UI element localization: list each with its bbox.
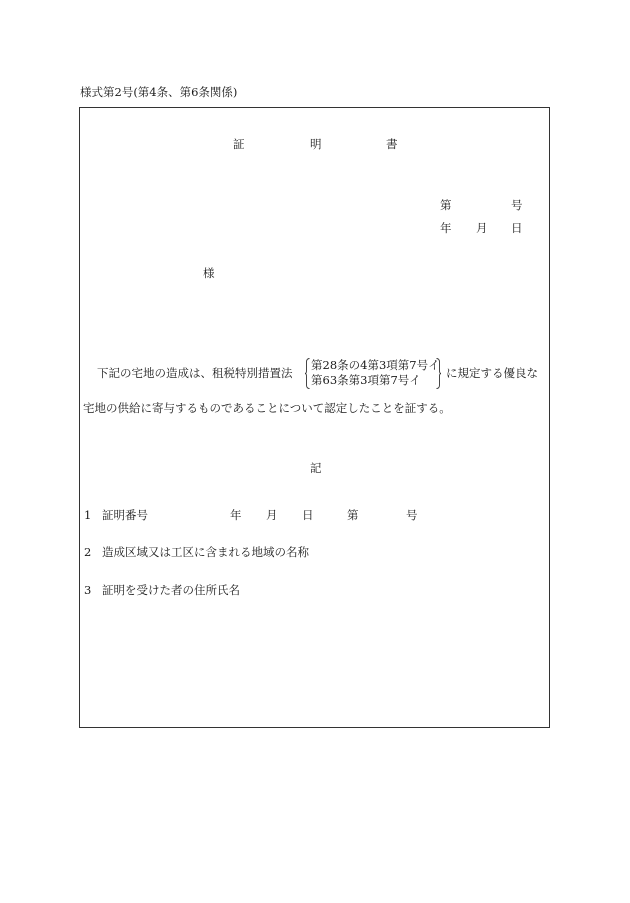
title-char-2: 明 [310,137,322,151]
ki-heading: 記 [310,461,322,475]
addressee-suffix: 様 [203,266,215,280]
item-2-number: 2 [84,545,92,559]
item-1-number: 1 [84,508,92,522]
item-3-label: 証明を受けた者の住所氏名 [102,583,240,597]
law-option-1: 第28条の4第3項第7号イ [311,358,440,372]
law-option-2: 第63条第3項第7号イ [311,373,421,387]
header-month: 月 [476,221,488,235]
header-number-suffix: 号 [511,198,523,212]
body-line1-after: に規定する優良な [446,366,538,380]
header-number-prefix: 第 [440,198,452,212]
left-brace [305,358,310,389]
title-char-1: 証 [233,137,245,151]
header-day: 日 [511,221,523,235]
certificate-frame [79,107,550,728]
item-1-month: 月 [266,508,278,522]
right-brace [436,358,441,389]
item-2-label: 造成区域又は工区に含まれる地域の名称 [102,545,309,559]
header-year: 年 [440,221,452,235]
item-1-day: 日 [302,508,314,522]
item-1-year: 年 [230,508,242,522]
body-line2: 宅地の供給に寄与するものであることについて認定したことを証する。 [83,401,451,415]
title-char-3: 書 [386,137,398,151]
item-1-label: 証明番号 [102,508,148,522]
item-3-number: 3 [84,583,92,597]
form-label: 様式第2号(第4条、第6条関係) [80,85,238,99]
item-1-number-suffix: 号 [406,508,418,522]
item-1-number-prefix: 第 [347,508,359,522]
body-line1-before: 下記の宅地の造成は、租税特別措置法 [97,366,293,380]
